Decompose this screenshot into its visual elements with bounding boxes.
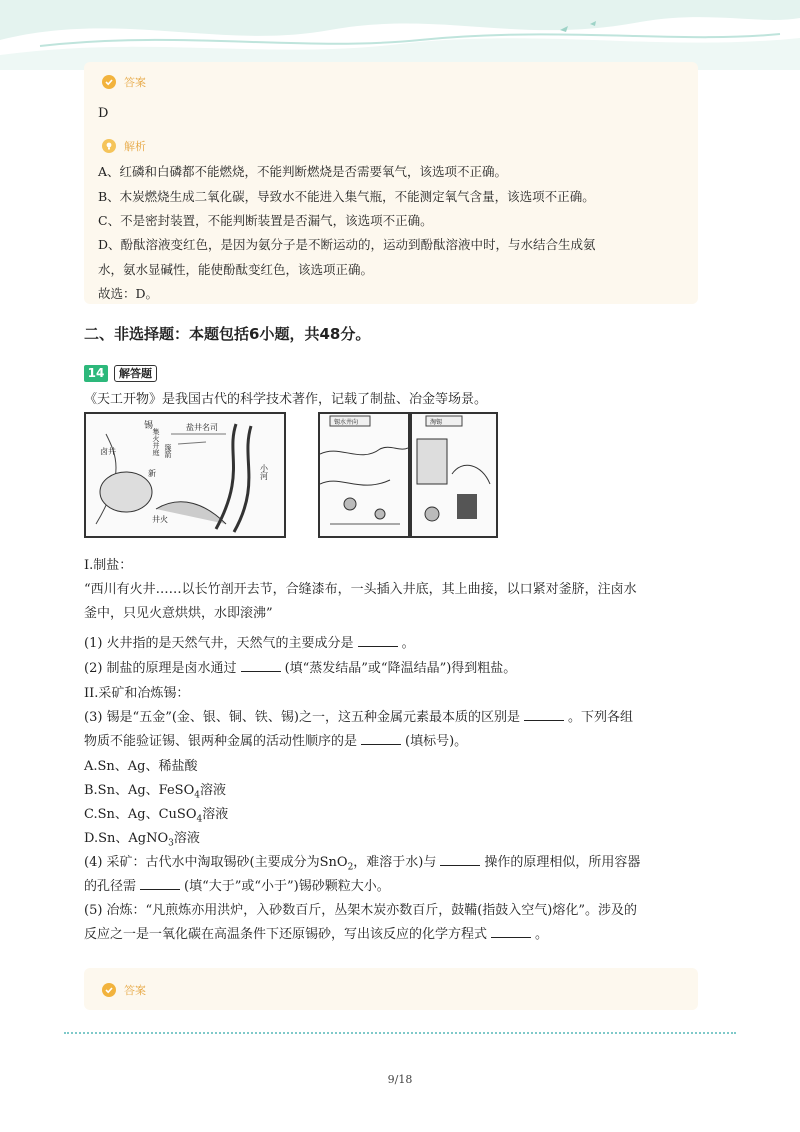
question-3-suffix: 。下列各组 <box>567 710 633 725</box>
illustration-label: 锡 <box>144 421 154 431</box>
answer-tag <box>102 74 146 90</box>
option-b <box>84 779 226 801</box>
illustration-salt-well <box>84 412 286 538</box>
question-1-suffix: 。 <box>401 636 415 651</box>
question-4-suffix: 操作的原理相似，所用容器 <box>484 855 641 870</box>
explanation-label: 解析 <box>124 140 146 153</box>
explanation-line: B、木炭燃烧生成二氧化碳，导致水不能进入集气瓶，不能测定氧气含量，该选项不正确。 <box>98 189 595 204</box>
question-3 <box>84 706 633 725</box>
check-badge-icon <box>102 75 116 89</box>
question-3-text: 物质不能验证锡、银两种金属的活动性顺序的是 <box>84 734 358 749</box>
question-1 <box>84 632 415 651</box>
section-title: 二、非选择题：本题包括6小题，共48分。 <box>84 325 371 343</box>
question-5-line2 <box>84 923 548 942</box>
explanation-line: 故选：D。 <box>98 286 159 301</box>
option-c-suffix: 溶液 <box>202 807 229 822</box>
illustration-label: 篾箭 <box>164 444 172 458</box>
part1-title: I.制盐： <box>84 558 133 573</box>
answer-blank[interactable] <box>358 634 398 647</box>
answer-blank[interactable] <box>524 708 564 721</box>
question-4 <box>84 851 640 873</box>
explanation-tag <box>102 138 146 154</box>
question-4-text: 的孔径需 <box>84 879 137 894</box>
illustration-label: 井火 <box>152 515 168 524</box>
question-3-suffix: (填标号)。 <box>405 734 468 749</box>
previous-answer-panel <box>84 62 698 304</box>
page-divider <box>64 1032 736 1034</box>
illustration-label: 小河 <box>259 464 269 480</box>
illustration-label: 集火井庭 <box>152 428 160 456</box>
tin-smelting-drawing <box>412 414 496 536</box>
part2-title: II.采矿和冶炼锡： <box>84 686 190 701</box>
answer-label: 答案 <box>124 984 146 997</box>
answer-blank[interactable] <box>241 659 281 672</box>
question-2 <box>84 657 516 676</box>
option-d-suffix: 溶液 <box>173 831 200 846</box>
illustration-label: 卤井 <box>100 447 116 456</box>
illustration-label: 淘锡 <box>430 419 443 426</box>
salt-well-drawing <box>86 414 284 536</box>
option-d <box>84 827 200 849</box>
subscript: 4 <box>194 790 200 801</box>
answer-value: D <box>98 106 109 121</box>
question-4-suffix: (填“大于”或“小于”)锡砂颗粒大小。 <box>184 879 390 894</box>
question-1-text: (1) 火井指的是天然气井，天然气的主要成分是 <box>84 636 354 651</box>
question-2-suffix: (填“蒸发结晶”或“降温结晶”)得到粗盐。 <box>284 661 517 676</box>
option-b-text: B.Sn、Ag、FeSO <box>84 783 195 798</box>
explanation-line: D、酚酞溶液变红色，是因为氨分子是不断运动的，运动到酚酞溶液中时，与水结合生成氨 <box>98 237 596 252</box>
option-c-text: C.Sn、Ag、CuSO <box>84 807 197 822</box>
question-3-text: (3) 锡是“五金”(金、银、铜、铁、锡)之一，这五种金属元素最本质的区别是 <box>84 710 520 725</box>
subscript: 2 <box>347 862 354 873</box>
option-c <box>84 803 228 825</box>
header-decoration <box>0 0 800 70</box>
illustration-label: 新 <box>148 469 156 478</box>
tin-panning-drawing <box>320 414 408 536</box>
explanation-line: A、红磷和白磷都不能燃烧，不能判断燃烧是否需要氧气，该选项不正确。 <box>98 164 508 179</box>
question-4-mid: ，难溶于水)与 <box>353 855 437 870</box>
subscript: 3 <box>168 838 174 849</box>
question-3-line2 <box>84 730 467 749</box>
quote-line: “西川有火井……以长竹剖开去节，合缝漆布，一头插入井底，其上曲接，以口紧对釜脐，注卤水 <box>84 582 637 597</box>
answer-tag <box>102 982 146 998</box>
subscript: 4 <box>196 814 203 825</box>
question-2-text: (2) 制盐的原理是卤水通过 <box>84 661 237 676</box>
next-answer-panel <box>84 968 698 1010</box>
question-4-line2 <box>84 875 390 894</box>
lightbulb-icon <box>102 139 116 153</box>
quote-line: 釜中，只见火意烘烘，水即滚沸” <box>84 606 273 621</box>
check-badge-icon <box>102 983 116 997</box>
question-number-badge: 14 <box>84 365 108 382</box>
explanation-line: C、不是密封装置，不能判断装置是否漏气，该选项不正确。 <box>98 213 433 228</box>
question-5-suffix: 。 <box>535 927 549 942</box>
answer-blank[interactable] <box>440 853 480 866</box>
option-b-suffix: 溶液 <box>199 783 226 798</box>
question-type-badge: 解答题 <box>114 365 157 382</box>
illustration-label: 盐井名司 <box>186 423 218 432</box>
question-intro: 《天工开物》是我国古代的科学技术著作，记载了制盐、冶金等场景。 <box>84 392 488 407</box>
answer-blank[interactable] <box>140 877 180 890</box>
answer-blank[interactable] <box>361 732 401 745</box>
illustration-label: 锡水井向 <box>334 419 359 426</box>
page-number: 9/18 <box>387 1073 413 1086</box>
question-5: (5) 冶炼：“凡煎炼亦用洪炉，入砂数百斤，丛架木炭亦数百斤，鼓鞴(指鼓入空气)熔化”。涉及的 <box>84 903 637 918</box>
explanation-line: 水，氨水显碱性，能使酚酞变红色，该选项正确。 <box>98 262 374 277</box>
answer-blank[interactable] <box>491 925 531 938</box>
illustration-tin-panning <box>318 412 410 538</box>
illustration-tin-smelting <box>410 412 498 538</box>
option-a: A.Sn、Ag、稀盐酸 <box>84 759 198 774</box>
option-d-text: D.Sn、AgNO <box>84 831 169 846</box>
answer-label: 答案 <box>124 76 146 89</box>
question-4-text: (4) 采矿：古代水中淘取锡砂(主要成分为SnO <box>84 855 348 870</box>
question-5-text: 反应之一是一氧化碳在高温条件下还原锡砂，写出该反应的化学方程式 <box>84 927 488 942</box>
